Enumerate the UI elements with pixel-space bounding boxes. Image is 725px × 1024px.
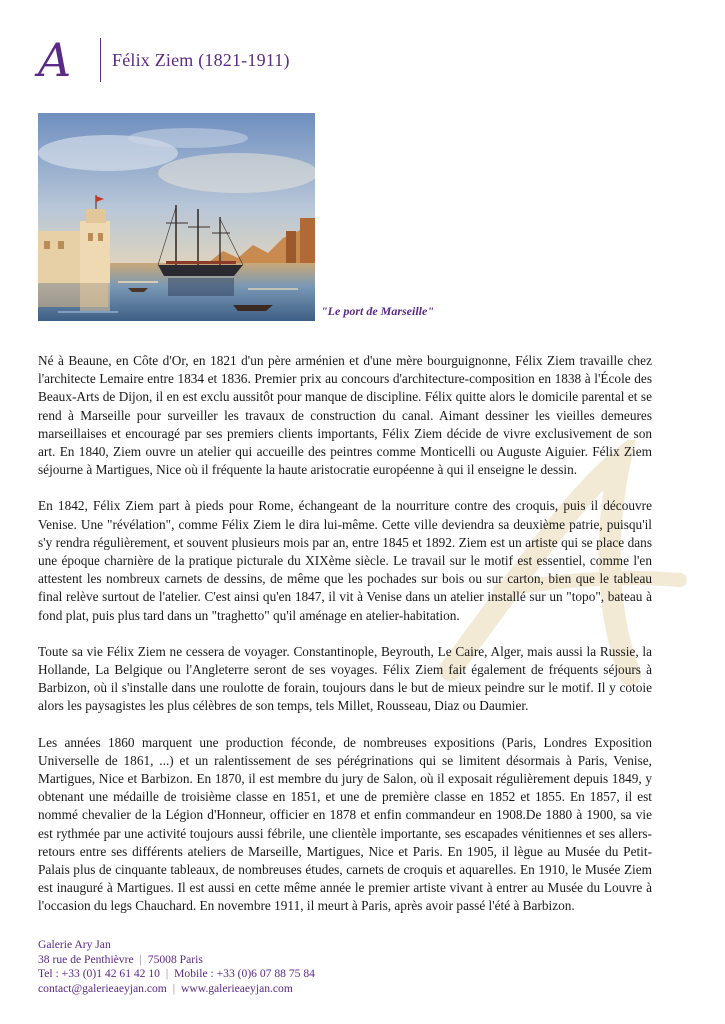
paragraph: Né à Beaune, en Côte d'Or, en 1821 d'un père arménien et d'une mère bourguignonne, Félix Ziem travaille chez l'architecte Lemaire entre 1834 et 1836. Premier prix au concours d'architecture-composition en 1838 à l'École des Beaux-Arts de Dijon, il en est exclu aussitôt pour manque de discipline. Félix quitte alors le domicile parental et se rend à Marseille pour surveiller les travaux de construction du canal. Aimant dessiner les vieilles demeures marseillaises et encouragé par ses premiers clients importants, Félix Ziem décide de vivre exclusivement de son art. En 1840, Ziem ouvre un atelier qui accueille des peintres comme Monticelli ou Auguste Aiguier. Félix Ziem séjourne à Martigues, Nice où il fréquente la haute aristocratie européenne à qui il enseigne le dessin. — [38, 353, 652, 478]
header-divider — [100, 38, 101, 82]
email-link[interactable]: contact@galerieaeyjan.com — [38, 981, 167, 995]
city-address: 75008 Paris — [147, 952, 203, 966]
phone-line — [38, 967, 438, 982]
phone-number: Tel : +33 (0)1 42 61 42 10 — [38, 967, 160, 981]
harbour-painting — [38, 113, 315, 321]
gallery-name: Galerie Ary Jan — [38, 938, 111, 951]
website-link[interactable]: www.galerieaeyjan.com — [180, 981, 293, 995]
paragraph: Toute sa vie Félix Ziem ne cessera de voyager. Constantinople, Beyrouth, Le Caire, Alger, mais aussi la Russie, la Hollande, La Belgique ou l'Angleterre seront de ses voyages. Félix Ziem fait également de fréquents séjours à Barbizon, où il s'installe dans une roulotte de forain, toujours dans le but de mieux peindre sur le motif. Il y cotoie alors les paysagistes les plus célèbres de son temps, tels Millet, Rousseau, Diaz ou Daumier. — [38, 643, 652, 714]
script-letter-a-logo: A — [38, 33, 72, 87]
page-title: Félix Ziem (1821-1911) — [112, 50, 290, 70]
biography-text — [38, 352, 652, 934]
address-line — [38, 953, 438, 968]
separator: | — [165, 967, 169, 981]
separator: | — [139, 952, 142, 966]
separator: | — [172, 981, 176, 995]
mobile-number: Mobile : +33 (0)6 07 88 75 84 — [174, 967, 315, 981]
street-address: 38 rue de Penthièvre — [38, 952, 134, 966]
paragraph: Les années 1860 marquent une production féconde, de nombreuses expositions (Paris, Londres Exposition Universelle de 1861, ...) et un ralentissement de ses pérégrinations qui se limitent désormais à Paris, Venise, Martigues, Nice et Barbizon. En 1870, il est membre du jury de Salon, où il exposait régulièrement depuis 1849, y obtenant une médaille de troisième classe en 1851, et une de première classe en 1852 et 1855. En 1857, il est nommé chevalier de la Légion d'Honneur, officier en 1878 et enfin commandeur en 1908.De 1880 à 1900, sa vie est rythmée par une activité toujours aussi fébrile, une clientèle importante, ses escapades vénitiennes et ses allers-retours entre ses différents ateliers de Marseille, Martigues, Nice et Paris. En 1905, il lègue au Musée du Petit-Palais plus de cinquante tableaux, de nombreuses études, carnets de croquis et aquarelles. En 1910, le Musée Ziem est inauguré à Martigues. Il est aussi en cette même année le premier artiste vivant à entrer au Musée du Louvre à l'occasion du legs Chauchard. En novembre 1911, il meurt à Paris, après avoir passé l'été à Barbizon. — [38, 734, 652, 914]
painting-caption: "Le port de Marseille" — [321, 304, 434, 318]
page-header — [38, 33, 688, 87]
web-line — [38, 982, 438, 997]
paragraph: En 1842, Félix Ziem part à pieds pour Rome, échangeant de la nourriture contre des croquis, puis il découvre Venise. Une "révélation", comme Félix Ziem le dira lui-même. Cette ville deviendra sa deuxième patrie, puisqu'il s'y rendra régulièrement, et souvent plusieurs mois par an, entre 1845 et 1892. Ziem est un artiste qui se place dans une époque charnière de la pratique picturale du XIXème siècle. Le travail sur le motif est essentiel, comme l'en attestent les nombreux carnets de dessins, de même que les pochades sur bois ou sur carton, bien que le tableau final relève surtout de l'atelier. C'est ainsi qu'en 1847, il vit à Venise dans un atelier installé sur un "topo", bateau à fond plat, puis plus tard dans un "traghetto" qu'il aménage en atelier-habitation. — [38, 498, 652, 623]
contact-footer — [38, 938, 438, 996]
